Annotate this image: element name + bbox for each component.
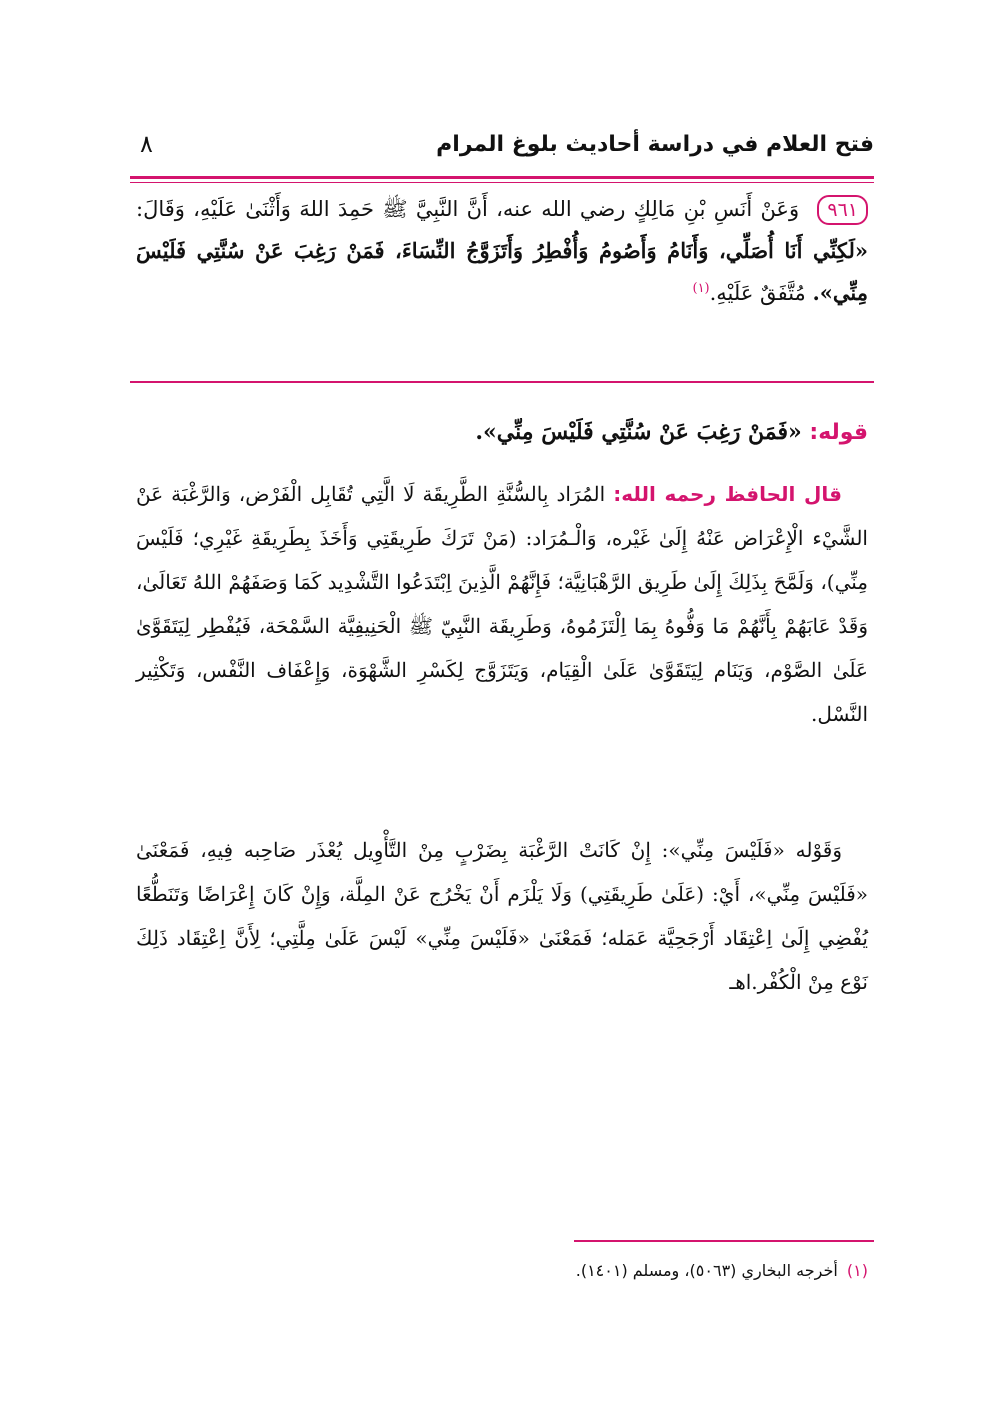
book-title: فتح العلام في دراسة أحاديث بلوغ المرام: [436, 132, 874, 157]
hadith-text: [136, 188, 868, 314]
footnote-reference[interactable]: (١): [692, 281, 710, 296]
footnote-text: أخرجه البخاري (٥٠٦٣)، ومسلم (١٤٠١).: [575, 1261, 838, 1280]
commentary-text-2: وَقَوْله «فَلَيْسَ مِنِّي»: إِنْ كَانَتْ الرَّغْبَة بِضَرْبٍ مِنْ التَّأْوِيل يُعْذَر صَاحِبه فِيهِ، فَمَعْنَىٰ «فَلَيْسَ مِنِّي»، أَيْ: (عَلَىٰ طَرِيقَتِي) وَلَا يَلْزَم أَنْ يَخْرُج عَنْ المِلَّة، وَإِنْ كَانَ إِعْرَاضًا وَتَنَطُّعًا يُفْضِي إِلَىٰ اِعْتِقَاد أَرْجَحِيَّة عَمَله؛ فَمَعْنَىٰ «فَلَيْسَ مِنِّي» لَيْسَ عَلَىٰ مِلَّتِي؛ لِأَنَّ اِعْتِقَاد ذَلِكَ نَوْع مِنْ الْكُفْر.اهـ: [136, 838, 869, 994]
hadith-closing: مُتَّفَقٌ عَلَيْهِ.: [709, 281, 806, 305]
commentary-paragraph-1: [136, 472, 868, 736]
hadith-quote: «لَكِنِّي أَنَا أُصَلِّي، وَأَنَامُ وَأَصُومُ وَأُفْطِرُ وَأَتَزَوَّجُ النِّسَاءَ، فَمَنْ رَغِبَ عَنْ سُنَّتِي فَلَيْسَ مِنِّي».: [136, 238, 868, 305]
footnote-number: (١): [846, 1261, 868, 1280]
section-divider: [130, 381, 874, 383]
footnote: [136, 1256, 868, 1286]
commentary-paragraph-2: [136, 828, 868, 1004]
hadith-number-badge: ٩٦١: [817, 195, 868, 225]
page-number: ٨: [140, 130, 153, 158]
section-label: قوله:: [809, 420, 868, 445]
header-rule-thick: [130, 176, 874, 179]
section-heading: [136, 412, 868, 453]
commentary-text-1: المُرَاد بِالسُّنَّةِ الطَّرِيقَة لَا الَّتِي تُقَابِل الْفَرْض، وَالرَّغْبَة عَنْ الشَّيْء الْإِعْرَاض عَنْهُ إِلَىٰ غَيْره، وَالْـمُرَاد: (مَنْ تَرَكَ طَرِيقَتِي وَأَخَذَ بِطَرِيقَةِ غَيْرِي؛ فَلَيْسَ مِنِّي)، وَلَمَّحَ بِذَلِكَ إِلَىٰ طَرِيق الرَّهْبَانِيَّة؛ فَإِنَّهُمْ الَّذِينَ اِبْتَدَعُوا التَّشْدِيد كَمَا وَصَفَهُمْ اللهُ تَعَالَىٰ، وَقَدْ عَابَهُمْ بِأَنَّهُمْ مَا وَفُّوهُ بِمَا اِلْتَزَمُوهُ، وَطَرِيقَة النَّبِيّ ﷺ الْحَنِيفِيَّة السَّمْحَة، فَيُفْطِر لِيَتَقَوَّىٰ عَلَىٰ الصَّوْم، وَيَنَام لِيَتَقَوَّىٰ عَلَىٰ الْقِيَام، وَيَتَزَوَّج لِكَسْرِ الشَّهْوَة، وَإِعْفَاف النَّفْس، وَتَكْثِير النَّسْل.: [136, 482, 868, 726]
hadith-intro: وَعَنْ أَنَسِ بْنِ مَالِكٍ رضي الله عنه، أَنَّ النَّبِيَّ ﷺ حَمِدَ اللهَ وَأَثْنَىٰ عَلَيْهِ، وَقَالَ:: [136, 197, 800, 221]
section-quote: «فَمَنْ رَغِبَ عَنْ سُنَّتِي فَلَيْسَ مِنِّي».: [475, 419, 802, 445]
commentary-lead: قال الحافظ رحمه الله:: [613, 482, 842, 506]
running-header: [130, 128, 874, 168]
header-rule-thin: [130, 182, 874, 183]
footnote-rule: [574, 1240, 874, 1242]
